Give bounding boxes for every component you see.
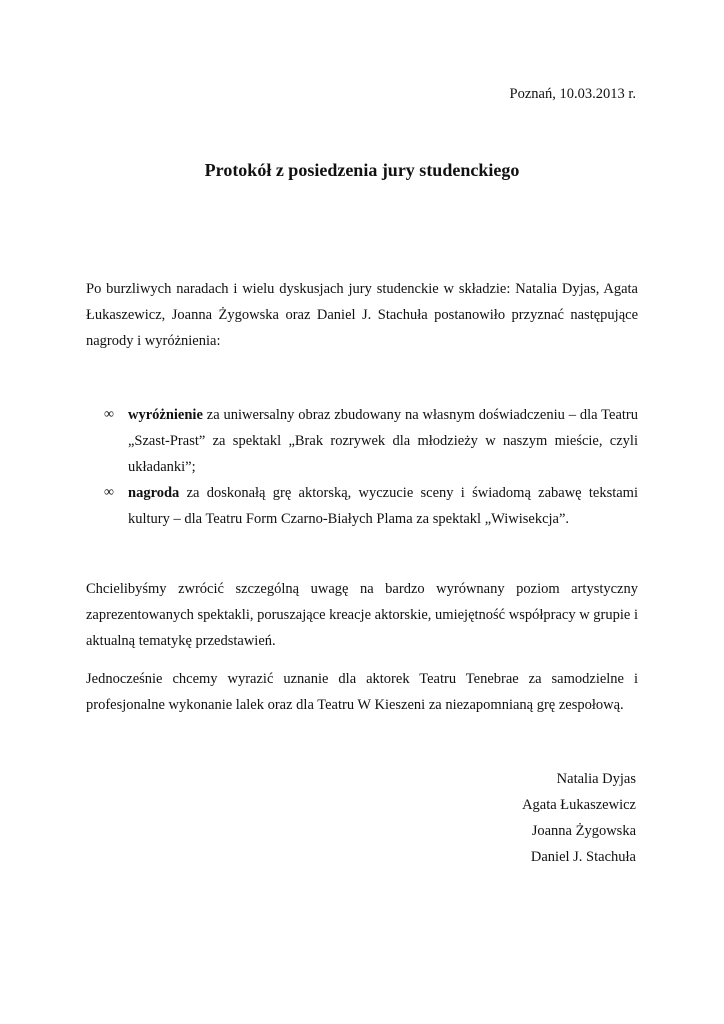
document-date: Poznań, 10.03.2013 r. <box>509 86 636 102</box>
award-item-prize <box>86 480 638 532</box>
document-title: Protokół z posiedzenia jury studenckiego <box>204 160 520 180</box>
award-keyword: wyróżnienie <box>128 407 203 423</box>
signature-name: Natalia Dyjas <box>556 771 636 787</box>
infinity-bullet-icon: ∞ <box>104 485 114 500</box>
award-item-distinction <box>86 402 638 480</box>
award-description: za doskonałą grę aktorską, wyczucie sceny i świadomą zabawę tekstami kultury – dla Teatru Form Czarno-Białych Plama za spektakl „Wiwisekcja”. <box>128 485 638 527</box>
signature-name: Daniel J. Stachuła <box>530 849 636 865</box>
awards-list <box>86 402 638 532</box>
signature-block <box>522 766 636 870</box>
signature-name: Joanna Żygowska <box>531 823 636 839</box>
closing-paragraph-2: Jednocześnie chcemy wyrazić uznanie dla aktorek Teatru Tenebrae za samodzielne i profesjonalne wykonanie lalek oraz dla Teatru W Kieszeni za niezapomnianą grę zespołową. <box>86 671 638 713</box>
signature-name: Agata Łukaszewicz <box>522 797 636 813</box>
infinity-bullet-icon: ∞ <box>104 407 114 422</box>
award-keyword: nagroda <box>128 485 180 501</box>
intro-paragraph: Po burzliwych naradach i wielu dyskusjach jury studenckie w składzie: Natalia Dyjas, Agata Łukaszewicz, Joanna Żygowska oraz Daniel J. Stachuła postanowiło przyznać następujące nagrody i wyróżnienia: <box>86 281 638 349</box>
award-description: za uniwersalny obraz zbudowany na własnym doświadczeniu – dla Teatru „Szast-Prast” za spektakl „Brak rozrywek dla młodzieży w naszym mieście, czyli układanki”; <box>128 407 638 475</box>
closing-paragraph-1: Chcielibyśmy zwrócić szczególną uwagę na bardzo wyrównany poziom artystyczny zaprezentowanych spektakli, poruszające kreacje aktorskie, umiejętność współpracy w grupie i aktualną tematykę przedstawień. <box>86 581 638 649</box>
